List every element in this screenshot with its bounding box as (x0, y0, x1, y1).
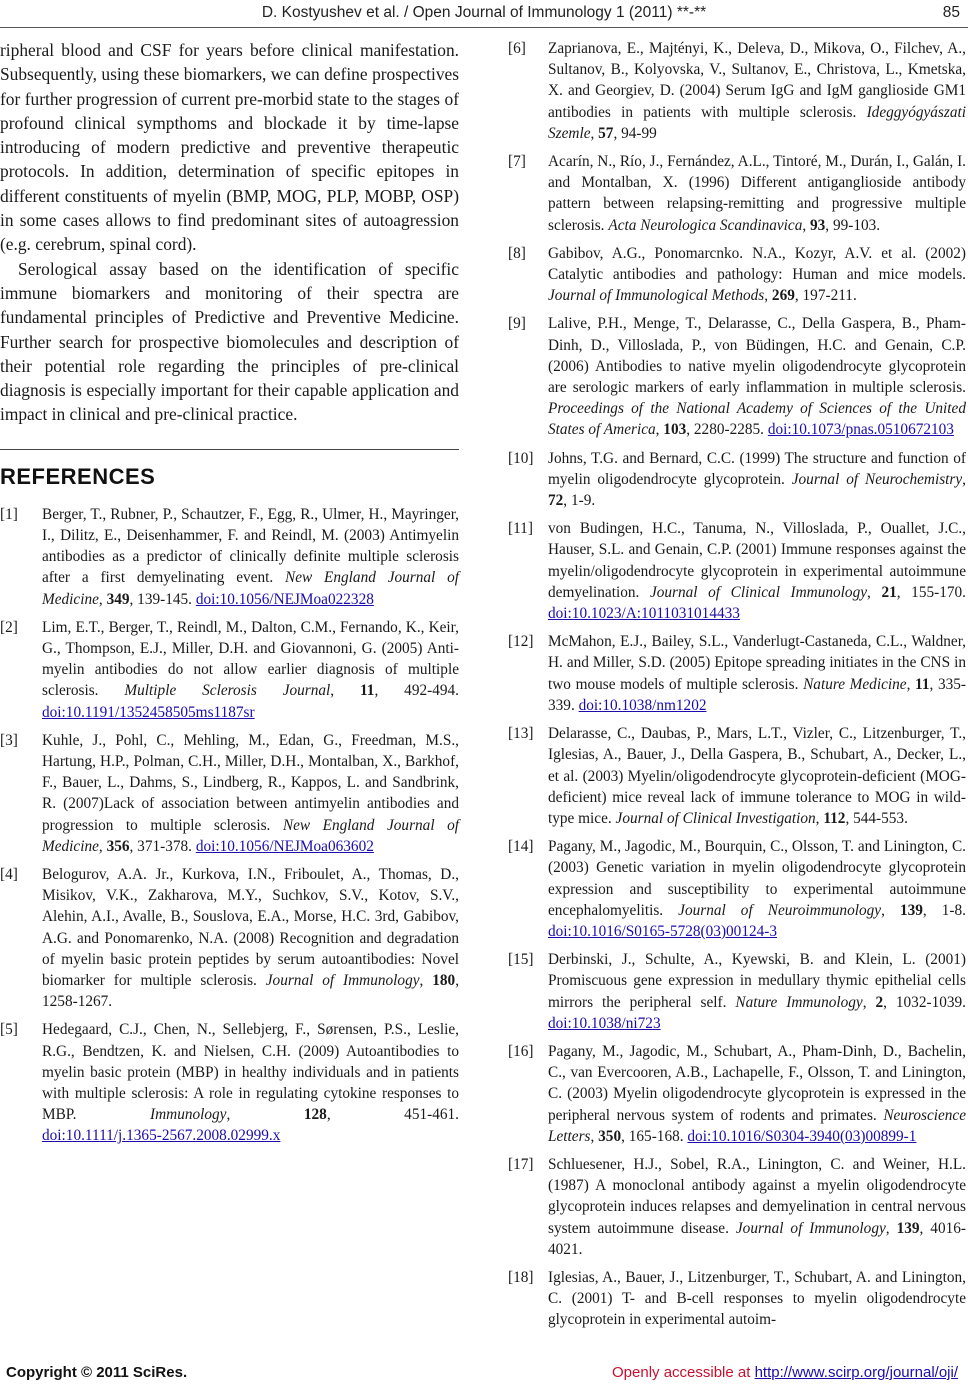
reference-pages: , 451-461. (326, 1106, 459, 1124)
reference-doi-link[interactable]: doi:10.1016/S0304-3940(03)00899-1 (687, 1127, 917, 1145)
references-heading: REFERENCES (0, 463, 156, 489)
reference-item (508, 836, 966, 942)
reference-number: [6] (508, 40, 526, 57)
reference-volume: 356 (106, 837, 130, 855)
open-access-notice (612, 1364, 958, 1381)
reference-number: [4] (0, 866, 18, 883)
reference-separator: , (590, 1127, 599, 1145)
reference-authors-title: Schluesener, H.J., Sobel, R.A., Linington, C. and Weiner, H.L. (1987) A monoclonal antibody against a myelin oligodendrocyte glycoprotein induces relapses and demyelination in central nervous system autoimmune disease. (548, 1155, 966, 1237)
body-paragraph-1: ripheral blood and CSF for years before clinical manifestation. Subsequently, using these biomarkers, we can define prospectives for further progression of current pre-morbid state to the stages of profound clinical sympthoms and blockade it by time-lapse introducing of modern predictive and preventive therapeutic protocols. In addition, determination of specific epitopes in different constituents of myelin (BMP, MOG, PLP, MOBP, OSP) in some cases allows to find predominant sites of autoagression (e.g. cerebrum, spinal cord). (0, 40, 459, 255)
reference-separator: , (885, 1219, 897, 1237)
reference-volume: 349 (106, 590, 130, 608)
reference-authors-title: Pagany, M., Jagodic, M., Bourquin, C., Olsson, T. and Linington, C. (2003) Genetic variation in myelin oligodendrocyte glycoprotein expression and susceptibility to experimental autoimmune encephalomyelitis. (548, 838, 966, 919)
body-paragraph-2: Serological assay based on the identification of specific immune biomarkers and monitoring of their spectra are fundamental principles of Predictive and Preventive Medicine. Further search for prospective biomolecules and description of their potential role regarding the principles of pre-clinical diagnosis is especially important for their capable application and impact in clinical and pre-clinical practice. (0, 258, 459, 425)
reference-item (508, 518, 966, 624)
reference-text (548, 518, 966, 624)
reference-volume: 11 (360, 682, 375, 700)
reference-separator: , (764, 287, 772, 305)
references-list-right (508, 38, 966, 1331)
reference-journal: Journal of Immunology (265, 972, 420, 990)
reference-number: [14] (508, 838, 534, 856)
reference-authors-title: Derbinski, J., Schulte, A., Kyewski, B. and Klein, L. (2001) Promiscuous gene expression in medullary thymic epithelial cells mirrors the peripheral self. (548, 951, 966, 1011)
reference-item (508, 243, 966, 307)
reference-volume: 11 (915, 675, 930, 693)
reference-item (508, 38, 966, 144)
reference-text (548, 1154, 966, 1260)
reference-pages: , 4016-4021. (548, 1219, 966, 1258)
reference-number: [16] (508, 1042, 534, 1060)
reference-pages: , 492-494. (374, 682, 459, 700)
reference-text (548, 448, 966, 512)
reference-item (0, 730, 459, 857)
reference-volume: 21 (881, 583, 897, 601)
reference-authors-title: Lim, E.T., Berger, T., Reindl, M., Dalton, C.M., Fernando, K., Keir, G., Thompson, E.J., Miller, D.H. and Giovannoni, G. (2005) Anti-myelin antibodies do not allow earlier diagnosis of multiple sclerosis. (42, 618, 459, 700)
reference-volume: 139 (896, 1219, 920, 1237)
right-column (508, 38, 966, 1338)
reference-doi-link[interactable]: doi:10.1073/pnas.0510672103 (767, 421, 954, 439)
reference-pages: , 165-168. (621, 1127, 688, 1145)
reference-authors-title: Gabibov, A.G., Ponomarcnko. N.A., Kozyr, A.V. et al. (2002) Catalytic antibodies and pathology: Human and mice models. (548, 244, 966, 284)
reference-text (548, 38, 966, 144)
reference-number: [10] (508, 449, 534, 467)
reference-doi-link[interactable]: doi:10.1016/S0165-5728(03)00124-3 (548, 922, 778, 940)
reference-journal: New England Journal of Medicine (42, 569, 459, 608)
reference-number: [9] (508, 315, 526, 333)
reference-journal: Journal of Immunological Methods (548, 287, 765, 305)
copyright-notice: Copyright © 2011 SciRes. (6, 1364, 188, 1381)
reference-pages: , 1258-1267. (42, 972, 460, 1011)
reference-text (548, 243, 966, 307)
reference-separator: , (862, 993, 876, 1011)
reference-number: [5] (0, 1021, 18, 1039)
reference-volume: 57 (598, 124, 614, 142)
reference-separator: , (962, 470, 966, 488)
reference-authors-title: Zaprianova, E., Majtényi, K., Deleva, D., Mikova, O., Filchev, A., Sultanov, B., Kolyovska, V., Sultanov, E., Christova, L., Kmetska, X. and Georgiev, D. (2004) Serum IgG and IgM ganglioside GM1 antibodies in patients with multiple sclerosis. (548, 40, 966, 121)
references-list-left (0, 504, 459, 1147)
reference-authors-title: Belogurov, A.A. Jr., Kurkova, I.N., Friboulet, A., Thomas, D., Misikov, V.K., Zakharova, M.Y., Suchkov, S.V., Kotov, S.V., Alehin, A.I., Avalle, B., Souslova, E.A., Morse, H.C. 3rd, Gabibov, A.G. and Ponomarenko, N.A. (2008) Recognition and degradation of myelin basic protein peptides by serum autoantibodies: Novel biomarker for multiple sclerosis. (42, 866, 459, 990)
reference-authors-title: McMahon, E.J., Bailey, S.L., Vanderlugt-Castaneda, C.L., Waldner, H. and Miller, S.D. (2005) Epitope spreading initiates in the CNS in two mouse models of multiple sclerosis. (548, 633, 966, 693)
reference-number: [12] (508, 633, 534, 651)
reference-authors-title: Hedegaard, C.J., Chen, N., Sellebjerg, F., Sørensen, P.S., Leslie, R.G., Bendtzen, K. and Nielsen, C.H. (2009) Autoantibodies to myelin basic protein (MBP) in healthy individuals and in patients with multiple sclerosis: A role in regulating cytokine responses to MBP. (42, 1021, 459, 1124)
reference-authors-title: von Budingen, H.C., Tanuma, N., Villoslada, P., Ouallet, J.C., Hauser, S.L. and Genain, C.P. (2001) Immune responses against the myelin/oligodendrocyte glycoprotein in experimental autoimmune demyelination. (548, 520, 966, 601)
reference-text (42, 730, 459, 857)
reference-separator: , (906, 675, 916, 693)
reference-volume: 350 (598, 1127, 622, 1145)
running-header (0, 0, 968, 30)
open-access-label: Openly accessible at (612, 1364, 755, 1381)
reference-authors-title: Kuhle, J., Pohl, C., Mehling, M., Edan, G., Freedman, M.S., Hartung, H.P., Polman, C.H., Miller, D.H., Montalban, X., Barkhof, F., Bauer, L., Dahms, S., Lindberg, R., Kappos, L. and Sandbrink, R. (2007)Lack of association between antimyelin antibodies and progression to multiple sclerosis. (42, 731, 459, 834)
reference-authors-title: Pagany, M., Jagodic, M., Schubart, A., Pham-Dinh, D., Bachelin, C., van Evercooren, A.B., Lachapelle, F., Olsson, T. and Linington, C. (2003) Myelin oligodendrocyte glycoprotein is expressed in the peripheral nervous system of rodents and primates. (548, 1042, 966, 1124)
reference-separator: , (655, 421, 664, 439)
reference-journal: Journal of Immunology (735, 1219, 886, 1237)
reference-item (0, 617, 459, 723)
reference-number: [1] (0, 505, 18, 523)
reference-journal: Journal of Clinical Immunology (649, 583, 868, 601)
reference-journal: Journal of Clinical Investigation (615, 809, 816, 827)
left-column (0, 38, 459, 1154)
reference-text (548, 836, 966, 942)
reference-authors-title: Lalive, P.H., Menge, T., Delarasse, C., Della Gaspera, B., Pham-Dinh, D., Villoslada, P., von Büdingen, H.C. and Genain, C.P. (2006) Antibodies to native myelin oligodendrocyte glycoprotein are serologic markers of early inflammation in multiple sclerosis. (548, 315, 966, 397)
reference-pages: , 1-8. (922, 901, 966, 919)
reference-authors-title: Iglesias, A., Bauer, J., Litzenburger, T., Schubart, A. and Linington, C. (2001) T- and B-cell responses to myelin oligodendrocyte glycoprotein in experimental autoim- (548, 1268, 966, 1329)
reference-pages: , 197-211. (794, 287, 857, 305)
reference-item (508, 1267, 966, 1331)
reference-item (508, 313, 966, 440)
reference-number: [8] (508, 244, 526, 262)
reference-separator: , (815, 809, 824, 827)
reference-number: [11] (508, 520, 533, 538)
reference-text (548, 313, 966, 440)
reference-volume: 269 (771, 287, 795, 305)
reference-text (42, 864, 459, 1012)
page-footer (0, 1360, 968, 1389)
reference-separator: , (802, 216, 810, 234)
reference-authors-title: Berger, T., Rubner, P., Schautzer, F., Egg, R., Ulmer, H., Mayringer, I., Dilitz, E., Deisenhammer, F. and Reindl, M. (2003) Antimyelin antibodies as a predictor of clinically definite multiple sclerosis after a first demyelinating event. (42, 505, 459, 587)
reference-pages: , 1-9. (563, 492, 596, 510)
reference-pages: , 544-553. (845, 809, 908, 827)
reference-authors-title: Delarasse, C., Daubas, P., Mars, L.T., Vizler, C., Litzenburger, T., Iglesias, A., Bauer, J., Della Gaspera, B., Schubart, A., Decker, L., et al. (2003) Myelin/oligodendrocyte glycoprotein-deficient (MOG-deficient) mice reveal lack of immune tolerance to MOG in wild-type mice. (548, 725, 966, 827)
reference-doi-link[interactable]: doi:10.1056/NEJMoa022328 (195, 590, 374, 608)
reference-text (42, 1019, 459, 1146)
reference-separator: , (98, 590, 107, 608)
reference-item (508, 723, 966, 829)
reference-journal: Ideggyógyászati Szemle (548, 103, 966, 142)
section-divider (0, 449, 459, 450)
reference-journal: Immunology (150, 1106, 227, 1124)
reference-volume: 112 (823, 809, 846, 827)
reference-pages: , 371-378. (129, 837, 196, 855)
reference-number: [2] (0, 618, 18, 636)
reference-number: [17] (508, 1155, 534, 1173)
reference-volume: 128 (303, 1106, 327, 1124)
reference-item (508, 448, 966, 512)
reference-number: [7] (508, 153, 526, 171)
reference-pages: , 94-99 (613, 124, 657, 142)
reference-doi-link[interactable]: doi:10.1191/1352458505ms1187sr (42, 703, 255, 721)
reference-item (0, 864, 459, 1012)
reference-pages: , 335-339. (548, 675, 966, 714)
reference-pages: , 1032-1039. (883, 993, 966, 1011)
reference-journal: Nature Medicine (803, 675, 907, 693)
reference-text (548, 949, 966, 1034)
reference-separator: , (867, 583, 882, 601)
reference-text (548, 1267, 966, 1331)
reference-separator: , (330, 682, 360, 700)
reference-pages: , 99-103. (825, 216, 881, 234)
reference-journal: Nature Immunology (735, 993, 863, 1011)
reference-volume: 93 (810, 216, 826, 234)
reference-text (548, 631, 966, 716)
journal-url-link[interactable]: http://www.scirp.org/journal/oji/ (754, 1364, 958, 1381)
page-number: 85 (942, 4, 960, 21)
reference-journal: Neuroscience Letters (548, 1106, 966, 1145)
reference-doi-link[interactable]: doi:10.1038/ni723 (548, 1014, 661, 1032)
reference-volume: 103 (663, 421, 687, 439)
reference-separator: , (98, 837, 107, 855)
reference-journal: Journal of Neuroimmunology (678, 901, 882, 919)
reference-pages: , 139-145. (129, 590, 196, 608)
reference-number: [18] (508, 1268, 534, 1286)
reference-item (508, 1041, 966, 1147)
reference-authors-title: Acarín, N., Río, J., Fernández, A.L., Tintoré, M., Durán, I., Galán, I. and Montalban, X. (1996) Different antiganglioside antibody pattern between relapsing-remitting and progressive multiple sclerosis. (548, 153, 966, 234)
reference-journal: Proceedings of the National Academy of Sciences of the United States of America (548, 400, 966, 439)
reference-pages: , 155-170. (896, 583, 966, 601)
reference-journal: Journal of Neurochemistry (791, 470, 963, 488)
reference-item (508, 949, 966, 1034)
reference-text (548, 1041, 966, 1147)
reference-number: [15] (508, 951, 534, 969)
reference-number: [13] (508, 725, 534, 743)
reference-text (42, 504, 459, 610)
reference-authors-title: Johns, T.G. and Bernard, C.C. (1999) The structure and function of myelin oligodendrocyte glycoprotein. (548, 449, 966, 488)
reference-journal: New England Journal of Medicine (42, 816, 459, 855)
reference-journal: Multiple Sclerosis Journal (124, 682, 331, 700)
reference-separator: , (226, 1106, 304, 1124)
reference-volume: 72 (548, 492, 564, 510)
running-head: D. Kostyushev et al. / Open Journal of Immunology 1 (2011) **-** (261, 4, 707, 21)
reference-item (508, 1154, 966, 1260)
reference-text (548, 723, 966, 829)
reference-separator: , (590, 124, 599, 142)
reference-doi-link[interactable]: doi:10.1111/j.1365-2567.2008.02999.x (42, 1127, 281, 1145)
reference-journal: Acta Neurologica Scandinavica (608, 216, 803, 234)
reference-volume: 180 (432, 972, 456, 990)
reference-item (0, 504, 459, 610)
reference-item (0, 1019, 459, 1146)
reference-doi-link[interactable]: doi:10.1038/nm1202 (578, 696, 707, 714)
reference-separator: , (419, 972, 433, 990)
reference-doi-link[interactable]: doi:10.1056/NEJMoa063602 (195, 837, 374, 855)
reference-volume: 139 (899, 901, 923, 919)
reference-doi-link[interactable]: doi:10.1023/A:1011031014433 (548, 605, 740, 623)
reference-item (508, 151, 966, 236)
reference-volume: 2 (875, 993, 884, 1011)
reference-text (42, 617, 459, 723)
reference-pages: , 2280-2285. (686, 421, 768, 439)
reference-separator: , (881, 901, 900, 919)
reference-text (548, 151, 966, 236)
reference-item (508, 631, 966, 716)
header-rule (0, 27, 968, 28)
reference-number: [3] (0, 731, 18, 749)
